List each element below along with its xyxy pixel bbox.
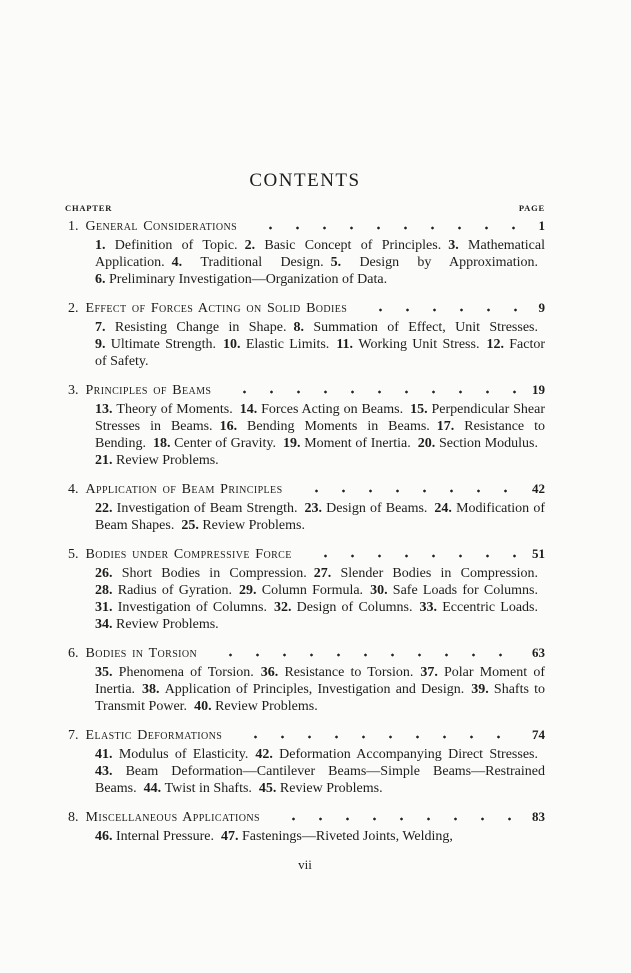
chapter-page-number: 42 bbox=[532, 481, 545, 496]
section-number: 24. bbox=[434, 501, 452, 516]
chapter-heading bbox=[68, 481, 545, 498]
section-number: 29. bbox=[239, 583, 257, 598]
toc-entry bbox=[65, 645, 545, 715]
chapter-column-label: CHAPTER bbox=[65, 203, 113, 213]
section-number: 47. bbox=[220, 829, 239, 844]
section-list: 1. Definition of Topic. 2. Basic Concept of Principles. 3. Mathematical Application. 4. Traditional Design. 5. Design by Approximation. 6. Preliminary Investigation—Organization of Data. bbox=[95, 238, 545, 287]
column-headers bbox=[65, 203, 545, 213]
section-number: 2. bbox=[244, 238, 256, 253]
folio-page-number: vii bbox=[298, 857, 312, 872]
section-list: 35. Phenomena of Torsion. 36. Resistance to Torsion. 37. Polar Moment of Inertia. 38. Application of Principles, Investigation and Design. 39. Shafts to Transmit Power. 40. Review Problems. bbox=[95, 665, 545, 714]
chapter-number: 8. bbox=[68, 810, 79, 825]
chapter-heading bbox=[68, 546, 545, 563]
section-number: 46. bbox=[95, 829, 113, 844]
chapter-title: Miscellaneous Applications bbox=[85, 810, 260, 825]
section-number: 38. bbox=[142, 682, 160, 697]
section-number: 18. bbox=[152, 436, 171, 451]
section-number: 43. bbox=[95, 764, 113, 779]
section-number: 20. bbox=[417, 436, 436, 451]
chapter-heading bbox=[68, 218, 545, 235]
section-number: 22. bbox=[95, 501, 113, 516]
chapter-number: 4. bbox=[68, 482, 79, 497]
section-number: 5. bbox=[330, 255, 342, 270]
chapter-title: Effect of Forces Acting on Solid Bodies bbox=[85, 301, 348, 316]
section-list: 13. Theory of Moments. 14. Forces Acting on Beams. 15. Perpendicular Shear Stresses in Beams. 16. Bending Moments in Beams. 17. Resistance to Bending. 18. Center of Gravity. 19. Moment of Inertia. 20. Section Modulus. 21. Review Problems. bbox=[95, 402, 546, 468]
section-number: 27. bbox=[313, 566, 332, 581]
section-list: 46. Internal Pressure. 47. Fastenings—Riveted Joints, Welding, bbox=[95, 829, 453, 844]
chapter-title: Application of Beam Principles bbox=[85, 482, 283, 497]
chapter-title: Bodies under Compressive Force bbox=[85, 547, 292, 562]
section-number: 34. bbox=[95, 617, 113, 632]
chapter-page-number: 83 bbox=[532, 809, 545, 824]
toc-entry bbox=[65, 727, 545, 797]
section-number: 33. bbox=[419, 600, 438, 615]
section-number: 19. bbox=[282, 436, 301, 451]
dot-leader bbox=[223, 382, 523, 399]
dot-leader bbox=[209, 645, 523, 662]
chapter-title: General Considerations bbox=[85, 219, 238, 234]
section-number: 31. bbox=[95, 600, 113, 615]
toc-entry bbox=[65, 218, 545, 288]
dot-leader bbox=[249, 218, 523, 235]
chapter-heading bbox=[68, 645, 545, 662]
section-number: 42. bbox=[255, 747, 273, 762]
dot-leader bbox=[295, 481, 523, 498]
section-list: 26. Short Bodies in Compression. 27. Slender Bodies in Compression. 28. Radius of Gyration. 29. Column Formula. 30. Safe Loads for Columns. 31. Investigation of Columns. 32. Design of Columns. 33. Eccentric Loads. 34. Review Problems. bbox=[95, 566, 539, 632]
section-number: 13. bbox=[95, 402, 113, 417]
chapter-number: 2. bbox=[68, 301, 79, 316]
chapter-number: 5. bbox=[68, 547, 79, 562]
chapter-page-number: 74 bbox=[532, 727, 545, 742]
chapter-page-number: 9 bbox=[538, 300, 545, 315]
section-number: 30. bbox=[370, 583, 388, 598]
table-of-contents bbox=[65, 218, 545, 845]
section-list: 7. Resisting Change in Shape. 8. Summation of Effect, Unit Stresses. 9. Ultimate Strength. 10. Elastic Limits. 11. Working Unit Stress. 12. Factor of Safety. bbox=[95, 320, 546, 369]
section-number: 4. bbox=[171, 255, 183, 270]
chapter-page-number: 1 bbox=[538, 218, 545, 233]
section-list: 41. Modulus of Elasticity. 42. Deformation Accompanying Direct Stresses. 43. Beam Deformation—Cantilever Beams—Simple Beams—Restrained Beams. 44. Twist in Shafts. 45. Review Problems. bbox=[95, 747, 545, 796]
page-column-label: PAGE bbox=[518, 203, 545, 213]
dot-leader bbox=[234, 727, 523, 744]
section-number: 15. bbox=[410, 402, 428, 417]
section-number: 41. bbox=[95, 747, 113, 762]
section-number: 6. bbox=[95, 272, 106, 287]
section-number: 35. bbox=[95, 665, 113, 680]
chapter-page-number: 51 bbox=[532, 546, 545, 561]
chapter-title: Elastic Deformations bbox=[85, 728, 223, 743]
section-number: 40. bbox=[194, 699, 212, 714]
section-number: 36. bbox=[260, 665, 279, 680]
contents-column bbox=[65, 170, 545, 873]
section-number: 9. bbox=[95, 337, 106, 352]
section-number: 32. bbox=[273, 600, 292, 615]
toc-entry bbox=[65, 546, 545, 633]
section-number: 7. bbox=[95, 320, 106, 335]
section-list: 22. Investigation of Beam Strength. 23. Design of Beams. 24. Modification of Beam Shapes. 25. Review Problems. bbox=[95, 501, 546, 533]
section-number: 16. bbox=[219, 419, 238, 434]
section-number: 1. bbox=[95, 238, 106, 253]
section-number: 44. bbox=[143, 781, 162, 796]
chapter-page-number: 63 bbox=[532, 645, 545, 660]
section-number: 14. bbox=[239, 402, 258, 417]
section-number: 45. bbox=[258, 781, 277, 796]
toc-entry bbox=[65, 809, 545, 845]
chapter-number: 3. bbox=[68, 383, 79, 398]
chapter-title: Bodies in Torsion bbox=[85, 646, 198, 661]
dot-leader bbox=[272, 809, 523, 826]
section-number: 37. bbox=[420, 665, 438, 680]
section-number: 3. bbox=[448, 238, 459, 253]
section-number: 39. bbox=[471, 682, 489, 697]
section-number: 8. bbox=[293, 320, 304, 335]
section-number: 28. bbox=[95, 583, 113, 598]
chapter-heading bbox=[68, 809, 545, 826]
section-number: 17. bbox=[436, 419, 455, 434]
section-number: 12. bbox=[486, 337, 504, 352]
chapter-number: 1. bbox=[68, 219, 79, 234]
toc-entry bbox=[65, 382, 545, 469]
chapter-number: 7. bbox=[68, 728, 79, 743]
section-number: 25. bbox=[181, 518, 199, 533]
page-title: CONTENTS bbox=[249, 170, 361, 191]
toc-entry bbox=[65, 300, 545, 370]
dot-leader bbox=[304, 546, 523, 563]
chapter-heading bbox=[68, 300, 545, 317]
chapter-page-number: 19 bbox=[532, 382, 545, 397]
section-number: 10. bbox=[223, 337, 241, 352]
chapter-number: 6. bbox=[68, 646, 79, 661]
section-number: 21. bbox=[95, 453, 113, 468]
chapter-heading bbox=[68, 382, 545, 399]
section-number: 26. bbox=[95, 566, 113, 581]
chapter-heading bbox=[68, 727, 545, 744]
section-number: 11. bbox=[336, 337, 354, 352]
chapter-title: Principles of Beams bbox=[85, 383, 212, 398]
section-number: 23. bbox=[304, 501, 322, 516]
toc-entry bbox=[65, 481, 545, 534]
dot-leader bbox=[359, 300, 523, 317]
